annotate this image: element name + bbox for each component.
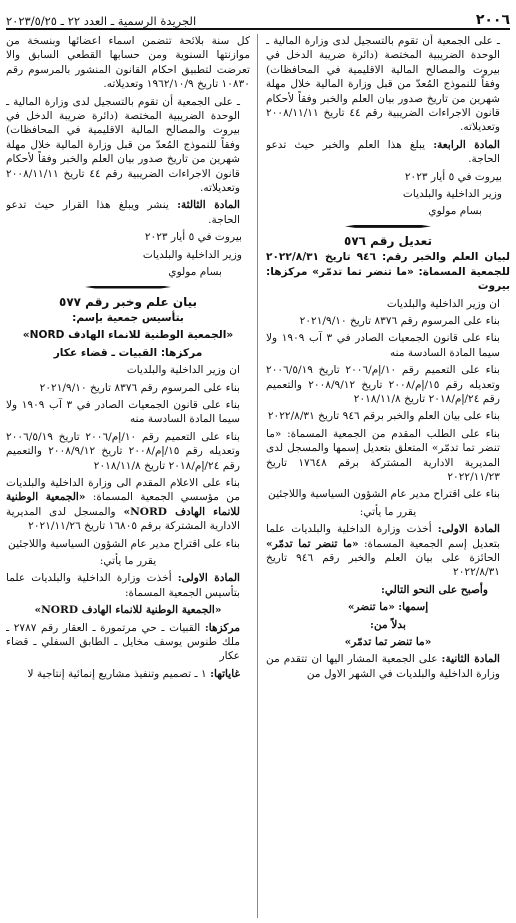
column-divider: [257, 34, 258, 918]
association-name: «الجمعية الوطنية للانماء الهادف NORD»: [6, 491, 240, 518]
article-text: يبلغ هذا العلم والخبر حيث تدعو الحاجة.: [266, 138, 500, 166]
association-name-title: «الجمعية الوطنية للانماء الهادف NORD»: [22, 329, 234, 342]
page-header: [6, 4, 510, 30]
signature-title: وزير الداخلية والبلديات: [142, 248, 242, 261]
article-text: أخذت وزارة الداخلية والبلديات علما بتأسيس الجمعية المسماة:: [6, 572, 240, 599]
signature-block: [6, 230, 250, 279]
signature-block: [266, 170, 510, 219]
paragraph: ـ على الجمعية أن تقوم بالتسجيل لدى وزارة المالية ـ الوحدة الضريبية المختصة (دائرة ضريبة الدخل في بيروت والمصالح المالية الاقليمية في المحافظات) وفقاً للنموذج المُعدّ من قبل وزارة المالية خلال مهلة شهرين من تاريخ صدور بيان العلم والخبر وفقاً لأحكام قانون الاجراءات الضريبية رقم ٤٤ تاريخ ٢٠٠٨/١١/١١ وتعديلاته.: [266, 35, 500, 134]
considerant: بناء على التعميم رقم ١٠/إم/٢٠٠٦ تاريخ ٢٠٠٦/٥/١٩ وتعديله رقم ١٥/إم/٢٠٠٨ تاريخ ٢٠٠٨/٩/١٢ والتعميم رقم ٢٤/إم/٢٠١٨ تاريخ ٢٠١٨/١١/٨: [266, 364, 500, 405]
decision-subtitle: بتأسيس جمعية بإسم:: [72, 311, 184, 324]
article-2: [266, 652, 510, 681]
article-text: على الجمعية المشار اليها ان تتقدم من وزارة الداخلية والبلديات في الشهر الاول من: [266, 653, 500, 680]
decision-subtitle: لبيان العلم والخبر رقم: ٩٤٦ تاريخ ٢٠٢٢/٨/٣١ للجمعية المسماة: «ما تنضر تما تدمّر» مركزها: بيروت: [266, 251, 510, 293]
considerant: [6, 476, 250, 534]
decides-line: يقرر ما يأتي:: [359, 505, 417, 518]
article-label: المادة الثانية:: [441, 653, 501, 666]
considerant: بناء على قانون الجمعيات الصادر في ٣ آب ١٩٠٩ ولا سيما المادة السادسة منه: [6, 398, 240, 426]
section-separator: [6, 286, 250, 289]
considerant: بناء على قانون الجمعيات الصادر في ٣ آب ١٩٠٩ ولا سيما المادة السادسة منه: [266, 332, 500, 359]
article-text: ينشر ويبلغ هذا القرار حيث تدعو الحاجة.: [6, 199, 240, 226]
minister-line: ان وزير الداخلية والبلديات: [386, 297, 500, 310]
considerant: بناء على المرسوم رقم ٨٣٧٦ تاريخ ٢٠٢١/٩/١٠: [39, 381, 240, 394]
hq-label: مركزها:: [204, 621, 240, 634]
article-text-rest: الحائزة على بيان العلم والخبر رقم ٩٤٦ تاريخ ٢٠٢٢/٨/٣١: [266, 552, 500, 579]
page-number: ٢٠٠٦: [475, 12, 510, 28]
article-1: [6, 571, 250, 600]
article-3: [6, 198, 250, 227]
considerant: بناء على اقتراح مدير عام الشؤون السياسية واللاجئين: [8, 537, 240, 550]
article-label: المادة الاولى:: [437, 523, 500, 536]
new-name-label: إسمها:: [398, 601, 429, 614]
hq-text: القبيات ـ حي مرتمورة ـ العقار رقم ٢٧٨٧ ـ ملك طنوس يوسف مخايل ـ الطابق السفلي ـ قضاء عكار: [6, 621, 240, 663]
section-separator: [266, 225, 510, 228]
became-line: وأصبح على النحو التالي:: [380, 583, 488, 596]
article-1: [266, 522, 510, 580]
considerant-text: بناء على الاعلام المقدم الى وزارة الداخلية والبلديات من مؤسسي الجمعية المسماة:: [6, 476, 240, 504]
article-label: المادة الاولى:: [177, 572, 240, 585]
instead-label: بدلاً من:: [370, 618, 406, 631]
left-column: [6, 34, 250, 918]
signature-name: بسام مولوي: [168, 266, 222, 279]
goals-label: غاياتها:: [210, 667, 240, 680]
minister-line: ان وزير الداخلية والبلديات: [126, 364, 240, 377]
decision-title: تعديل رقم ٥٧٦: [344, 233, 432, 248]
article-label: المادة الرابعة:: [433, 138, 500, 151]
paragraph: ـ على الجمعية أن تقوم بالتسجيل لدى وزارة المالية ـ الوحدة الضريبية المختصة (دائرة ضريبة الدخل في بيروت والمصالح المالية الاقليمية في المحافظات) وفقاً للنموذج المُعدّ من قبل وزارة المالية خلال مهلة شهرين من تاريخ صدور بيان العلم والخبر وفقاً لأحكام قانون الاجراءات الضريبية رقم ٤٤ تاريخ ٢٠٠٨/١١/١١ وتعديلاته.: [6, 95, 240, 195]
signature-date: بيروت في ٥ أيار ٢٠٢٣: [144, 231, 242, 244]
signature-date: بيروت في ٥ أيار ٢٠٢٣: [404, 170, 502, 183]
article-4: [266, 138, 510, 167]
considerant: بناء على التعميم رقم ١٠/إم/٢٠٠٦ تاريخ ٢٠٠٦/٥/١٩ وتعديله رقم ١٥/إم/٢٠٠٨ تاريخ ٢٠٠٨/٩/١٢ والتعميم رقم ٢٤/إم/٢٠١٨ تاريخ ٢٠١٨/١١/٨: [6, 430, 240, 472]
association-name: «الجمعية الوطنية للانماء الهادف NORD»: [34, 604, 222, 617]
association-name: «ما تنضر تما تدمّر»: [266, 537, 359, 550]
signature-name: بسام مولوي: [428, 205, 482, 218]
old-name: «ما تنضر تما تدمّر»: [344, 636, 432, 649]
considerant: بناء على المرسوم رقم ٨٣٧٦ تاريخ ٢٠٢١/٩/١٠: [299, 314, 500, 327]
headquarters-title: مركزها: القبيات ـ قضاء عكار: [53, 346, 203, 359]
considerant: بناء على اقتراح مدير عام الشؤون السياسية واللاجئين: [268, 488, 500, 501]
new-name-line: [266, 600, 510, 614]
goals-line: [6, 667, 250, 681]
headquarters-line: [6, 621, 250, 664]
new-name: «ما تنضر»: [347, 601, 395, 614]
article-label: المادة الثالثة:: [177, 199, 241, 212]
decision-title: بيان علم وخبر رقم ٥٧٧: [59, 294, 197, 309]
signature-title: وزير الداخلية والبلديات: [402, 188, 502, 201]
article-text: أخذت وزارة الداخلية والبلديات علما بتعديل إسم الجمعية المسماة:: [266, 523, 500, 550]
considerant: بناء على بيان العلم والخبر برقم ٩٤٦ تاريخ ٢٠٢٢/٨/٣١: [267, 410, 500, 423]
decides-line: يقرر ما يأتي:: [99, 555, 157, 567]
paragraph: كل سنة بلائحة تتضمن اسماء اعضائها وبنسخة من موازنتها السنوية ومن حسابها القطعي السابق والا تعرضت لتطبيق احكام القانون المنشور بالمرسوم رقم ١٠٨٣٠ تاريخ ١٩٦٢/١٠/٩ وتعديلاته.: [6, 35, 250, 91]
right-column: [266, 34, 510, 918]
publication-title: الجريدة الرسمية ـ العدد ٢٢ ـ ٢٠٢٣/٥/٢٥: [6, 14, 197, 28]
goals-text: ١ ـ تصميم وتنفيذ مشاريع إنمائية إنتاجية لا: [27, 667, 207, 680]
considerant-rest: والمسجل لدى المديرية الادارية المشتركة برقم ١٦٨٠٥ تاريخ ٢٠٢١/١١/٢٦: [6, 505, 240, 533]
considerant: بناء على الطلب المقدم من الجمعية المسماة: «ما تنضر تما تدمّر» المتعلق بتعديل إسمها والمسجل لدى المديرية الادارية المشتركة برقم ١٧٦٤٨ تاريخ ٢٠٢٢/١١/٢٣: [266, 427, 500, 483]
